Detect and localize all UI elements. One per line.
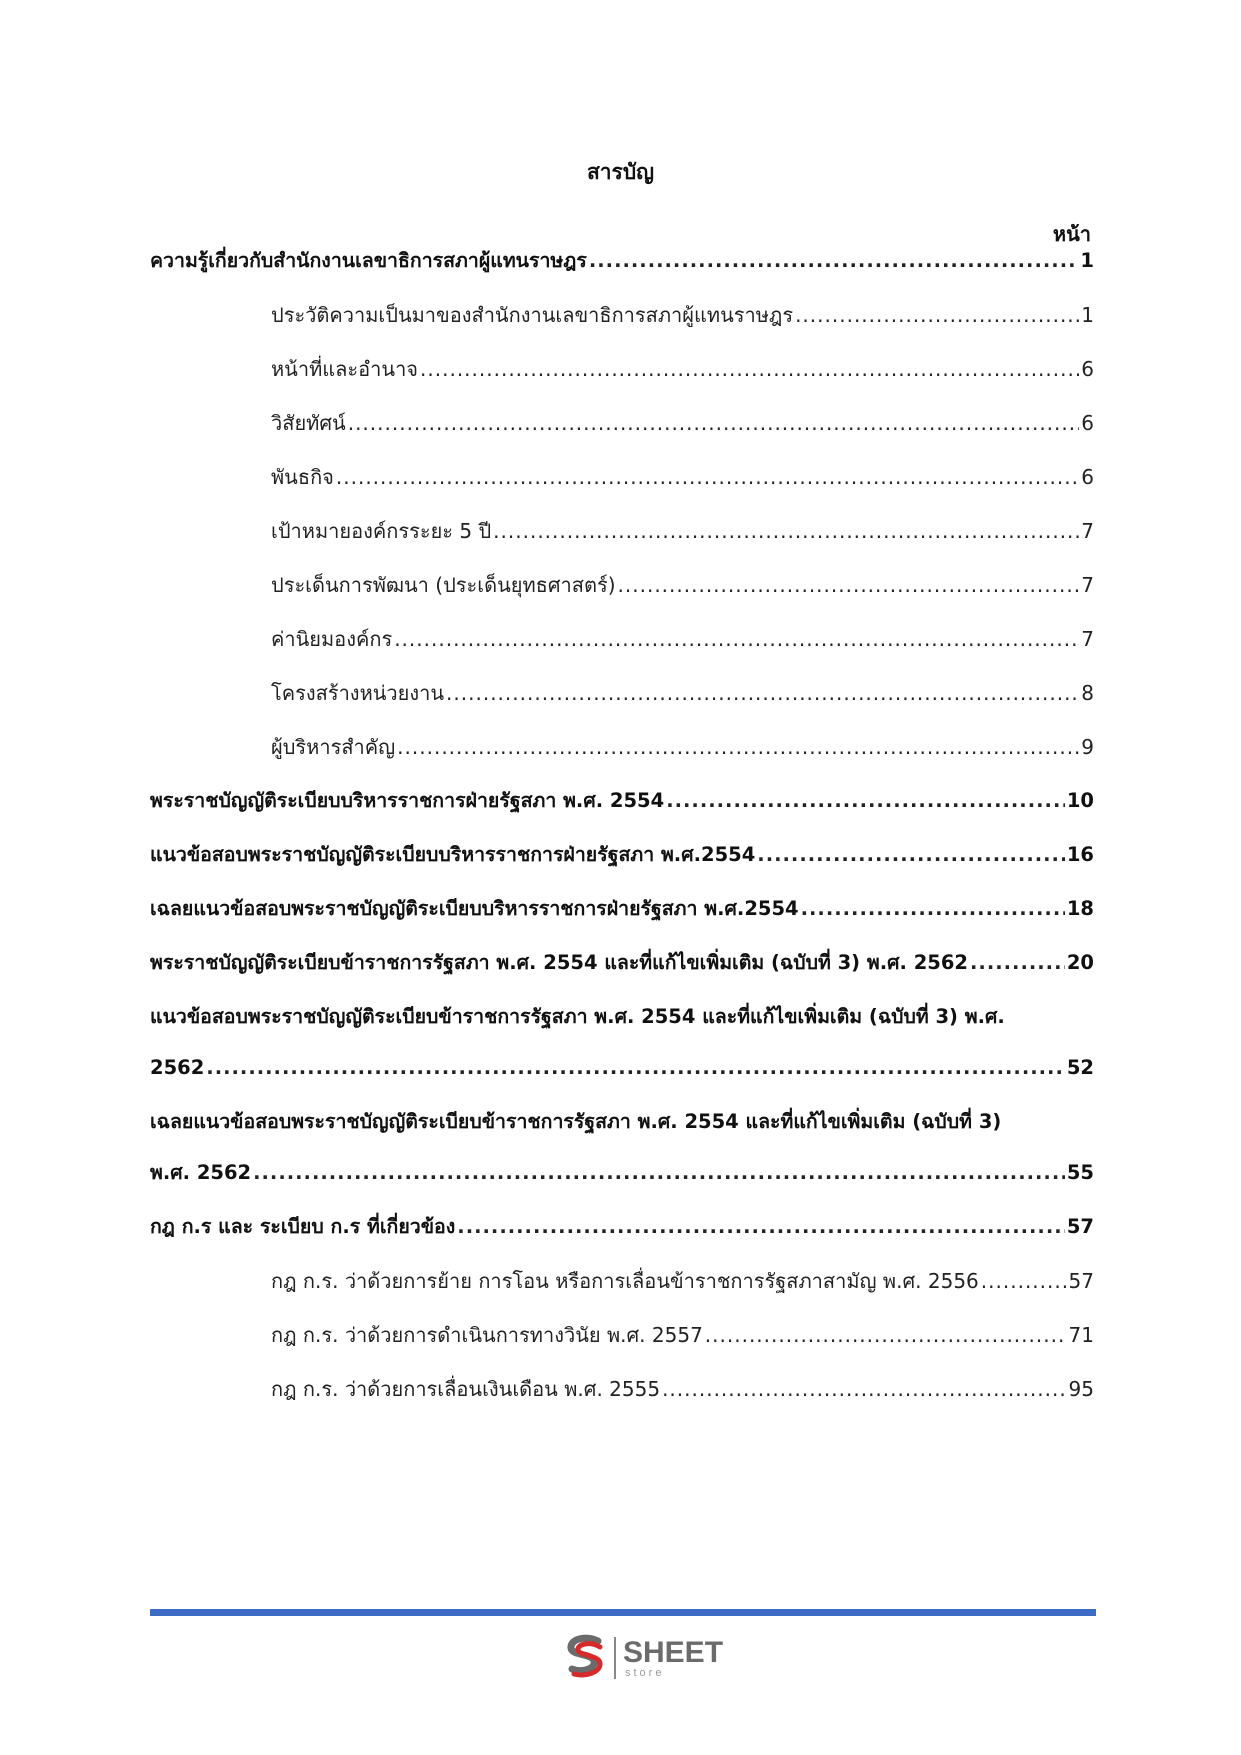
toc-entry-text: ความรู้เกี่ยวกับสำนักงานเลขาธิการสภาผู้แทนราษฎร: [150, 249, 587, 272]
toc-subentry[interactable]: [271, 463, 1094, 491]
toc-entry-text: โครงสร้างหน่วยงาน: [271, 681, 445, 705]
toc-entry-text: กฎ ก.ร. ว่าด้วยการเลื่อนเงินเดือน พ.ศ. 2555: [271, 1377, 661, 1401]
toc-entry[interactable]: [150, 895, 1094, 923]
logo-brand-text: SHEET: [623, 1635, 724, 1669]
leader-dots: [206, 1054, 1065, 1082]
leader-dots: [666, 787, 1065, 815]
toc-subentry[interactable]: [271, 571, 1094, 599]
toc-entry-page: 57: [1068, 1269, 1094, 1293]
sheet-store-logo: [562, 1633, 732, 1683]
leader-dots: [348, 409, 1080, 437]
toc-entry-page: 1: [1081, 303, 1094, 327]
toc-entry[interactable]: [150, 841, 1094, 869]
toc-subentry[interactable]: [271, 625, 1094, 653]
toc-entry-text: กฎ ก.ร. ว่าด้วยการย้าย การโอน หรือการเลื่อนข้าราชการรัฐสภาสามัญ พ.ศ. 2556: [271, 1269, 979, 1293]
toc-subentry[interactable]: [271, 301, 1094, 329]
toc-entry-text: ค่านิยมองค์กร: [271, 627, 393, 651]
leader-dots: [970, 949, 1065, 977]
toc-entry-page: 9: [1081, 735, 1094, 759]
toc-entry-page: 55: [1066, 1161, 1094, 1184]
toc-entry-page: 6: [1081, 411, 1094, 435]
toc-entry-page: 7: [1081, 627, 1094, 651]
page-column-header: หน้า: [1052, 222, 1091, 246]
toc-subentry[interactable]: [271, 1321, 1094, 1349]
toc-entry-page: 6: [1081, 357, 1094, 381]
toc-entry-text: 2562: [150, 1056, 205, 1079]
toc-entry-text: กฎ ก.ร. ว่าด้วยการดำเนินการทางวินัย พ.ศ. 2557: [271, 1323, 703, 1347]
leader-dots: [589, 247, 1079, 275]
toc-entry[interactable]: [150, 247, 1094, 275]
toc-subentry[interactable]: [271, 1375, 1094, 1403]
toc-entry-page: 95: [1068, 1377, 1094, 1401]
toc-entry[interactable]: [150, 787, 1094, 815]
toc-entry-text: พระราชบัญญัติระเบียบข้าราชการรัฐสภา พ.ศ. 2554 และที่แก้ไขเพิ่มเติม (ฉบับที่ 3) พ.ศ. 2562: [150, 951, 968, 974]
leader-dots: [394, 625, 1079, 653]
toc-entry-text: พันธกิจ: [271, 465, 334, 489]
leader-dots: [253, 1159, 1065, 1187]
leader-dots: [457, 1213, 1065, 1241]
toc-subentry[interactable]: [271, 733, 1094, 761]
toc-entry-text: ผู้บริหารสำคัญ: [271, 735, 396, 759]
toc-entry-page: 10: [1066, 789, 1094, 812]
toc-entry-text: เฉลยแนวข้อสอบพระราชบัญญัติระเบียบบริหารราชการฝ่ายรัฐสภา พ.ศ.2554: [150, 897, 799, 920]
toc-entry-page: 57: [1066, 1215, 1094, 1238]
toc-subentry[interactable]: [271, 1267, 1094, 1295]
toc-entry-page: 20: [1066, 951, 1094, 974]
toc-entry[interactable]: [150, 1054, 1094, 1082]
toc-entry-text: วิสัยทัศน์: [271, 411, 346, 435]
leader-dots: [336, 463, 1079, 491]
toc-entry-page: 6: [1081, 465, 1094, 489]
toc-title: สารบัญ: [586, 160, 655, 184]
toc-entry-page: 7: [1081, 573, 1094, 597]
toc-entry[interactable]: [150, 1159, 1094, 1187]
leader-dots: [618, 571, 1080, 599]
toc-entry-text: พ.ศ. 2562: [150, 1161, 252, 1184]
toc-entry-page: 8: [1081, 681, 1094, 705]
toc-entry-page: 16: [1066, 843, 1094, 866]
logo-wordmark: [623, 1635, 724, 1679]
toc-entry-text: กฎ ก.ร และ ระเบียบ ก.ร ที่เกี่ยวข้อง: [150, 1215, 456, 1238]
toc-entry-text: หน้าที่และอำนาจ: [271, 357, 419, 381]
toc-entry[interactable]: [150, 1213, 1094, 1241]
logo-s-icon: [562, 1633, 608, 1683]
leader-dots: [493, 517, 1079, 545]
footer-rule: [150, 1609, 1096, 1616]
toc-entry-line1[interactable]: เฉลยแนวข้อสอบพระราชบัญญัติระเบียบข้าราชการรัฐสภา พ.ศ. 2554 และที่แก้ไขเพิ่มเติม (ฉบับที่ 3): [150, 1110, 1002, 1133]
toc-entry-page: 1: [1080, 249, 1094, 272]
toc-entry-page: 18: [1066, 897, 1094, 920]
leader-dots: [801, 895, 1065, 923]
leader-dots: [795, 301, 1079, 329]
leader-dots: [446, 679, 1079, 707]
toc-subentry[interactable]: [271, 679, 1094, 707]
leader-dots: [757, 841, 1065, 869]
logo-sub-text: store: [625, 1666, 665, 1679]
toc-subentry[interactable]: [271, 517, 1094, 545]
toc-entry[interactable]: [150, 949, 1094, 977]
toc-subentry[interactable]: [271, 355, 1094, 383]
toc-entry-page: 7: [1081, 519, 1094, 543]
leader-dots: [981, 1267, 1067, 1295]
leader-dots: [420, 355, 1079, 383]
leader-dots: [705, 1321, 1067, 1349]
toc-subentry[interactable]: [271, 409, 1094, 437]
leader-dots: [397, 733, 1079, 761]
toc-entry-text: ประเด็นการพัฒนา (ประเด็นยุทธศาสตร์): [271, 573, 616, 597]
toc-entry-text: แนวข้อสอบพระราชบัญญัติระเบียบบริหารราชการฝ่ายรัฐสภา พ.ศ.2554: [150, 843, 756, 866]
logo-divider: [614, 1637, 616, 1679]
leader-dots: [662, 1375, 1066, 1403]
toc-entry-page: 71: [1068, 1323, 1094, 1347]
toc-entry-line1[interactable]: แนวข้อสอบพระราชบัญญัติระเบียบข้าราชการรัฐสภา พ.ศ. 2554 และที่แก้ไขเพิ่มเติม (ฉบับที่ 3) พ.ศ.: [150, 1005, 1005, 1028]
toc-entry-text: เป้าหมายองค์กรระยะ 5 ปี: [271, 519, 492, 543]
toc-entry-text: ประวัติความเป็นมาของสำนักงานเลขาธิการสภาผู้แทนราษฎร: [271, 303, 794, 327]
toc-entry-page: 52: [1066, 1056, 1094, 1079]
toc-entry-text: พระราชบัญญัติระเบียบบริหารราชการฝ่ายรัฐสภา พ.ศ. 2554: [150, 789, 665, 812]
